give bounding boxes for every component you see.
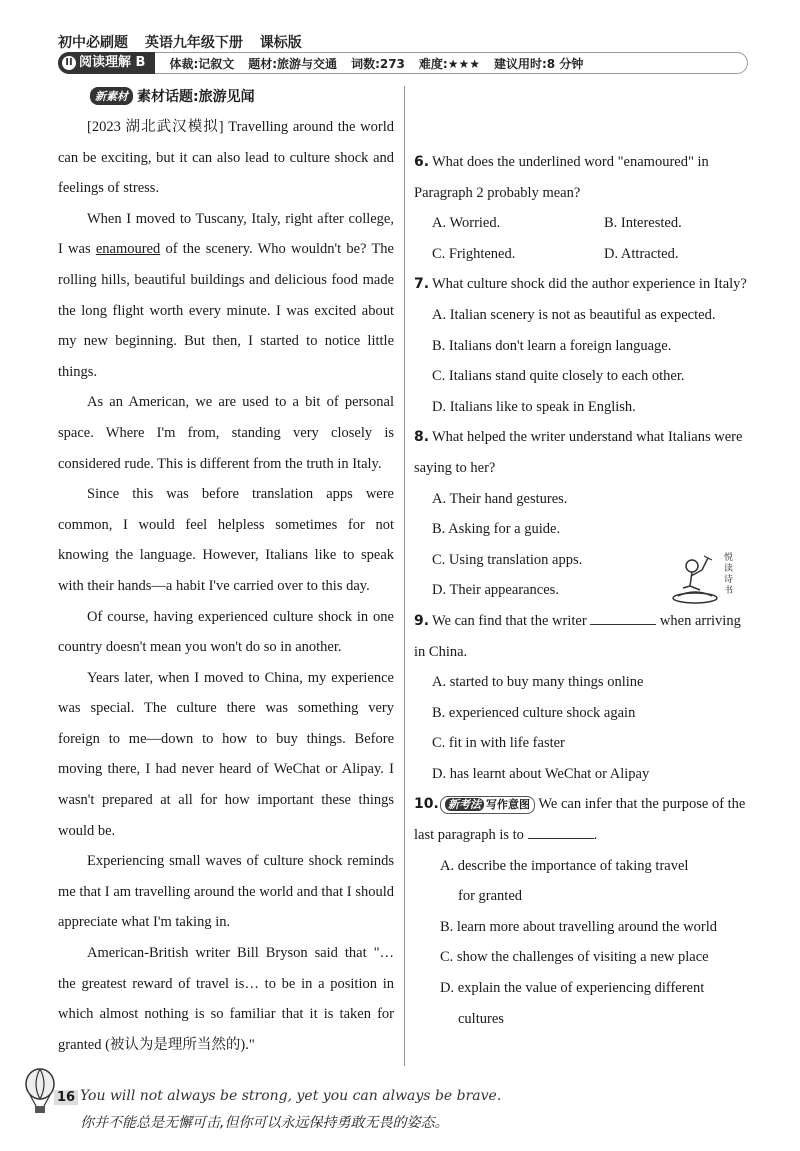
page-footer	[18, 1068, 778, 1138]
question-10	[414, 789, 754, 1034]
q10-option-d-line2: cultures	[458, 1010, 504, 1027]
difficulty-label: 难度:★★★	[418, 56, 480, 71]
q6-options-row-1	[414, 208, 754, 239]
q8-option-d[interactable]: D. Their appearances.	[432, 582, 559, 599]
passage-paragraph-6: Years later, when I moved to China, my experience was special. The culture there was something very foreign to me—down to how to buy things. Before moving there, I had never heard of WeChat or Alipay. I wasn't prepared at all for how important these things would be.	[58, 669, 394, 839]
genre-label: 体裁:记叙文	[169, 56, 235, 71]
q7-option-a[interactable]: A. Italian scenery is not as beautiful as expected.	[432, 306, 716, 323]
q6-number: 6.	[414, 154, 430, 170]
column-divider	[404, 86, 405, 1066]
q10-blank[interactable]	[528, 825, 594, 839]
q9-option-b[interactable]: B. experienced culture shock again	[432, 704, 636, 721]
edition-name: 课标版	[259, 35, 302, 51]
book-header	[58, 32, 314, 52]
q8-option-c[interactable]: C. Using translation apps.	[432, 551, 583, 568]
series-name: 初中必刷题	[58, 35, 128, 51]
q9-text-start: We can find that the writer	[432, 612, 587, 629]
section-label	[58, 52, 155, 74]
q10-option-d-line1: D. explain the value of experiencing different	[440, 980, 705, 997]
question-7	[414, 269, 754, 422]
q8-text: What helped the writer understand what Italians were saying to her?	[414, 429, 743, 476]
q6-options-row-2	[414, 239, 754, 270]
new-method-tag	[440, 796, 535, 814]
q6-option-d[interactable]: D. Attracted.	[604, 245, 679, 262]
passage-paragraph-4: Since this was before translation apps were common, I would feel helpless sometimes for not knowing the language. However, Italians like to speak with their hands—a habit I've carried over to this day.	[58, 486, 394, 594]
subject-name: 英语九年级下册	[144, 35, 243, 51]
q10-text-start: We can infer that the purpose of the last paragraph is to	[414, 796, 746, 844]
p2-start: When I moved to Tuscany, Italy, right after college, I was	[58, 210, 394, 258]
q10-option-d[interactable]	[414, 973, 754, 1004]
question-9	[414, 606, 754, 790]
q10-option-a-line1: A. describe the importance of taking travel	[440, 857, 689, 874]
q6-text: What does the underlined word "enamoured" in Paragraph 2 probably mean?	[414, 154, 709, 201]
section-info-bar	[58, 52, 748, 74]
q7-option-c[interactable]: C. Italians stand quite closely to each other.	[432, 368, 685, 385]
q9-number: 9.	[414, 612, 430, 629]
q10-option-c[interactable]: C. show the challenges of visiting a new place	[440, 949, 709, 966]
topic-text: 素材话题:旅游见闻	[137, 89, 255, 105]
word-count-label: 词数:273	[351, 56, 405, 71]
hot-air-balloon-icon	[22, 1068, 58, 1116]
new-method-badge: 新考法	[445, 798, 484, 811]
section-title: 阅读理解 B	[79, 55, 146, 70]
q10-number: 10.	[414, 796, 439, 813]
new-material-badge: 新素材	[90, 87, 133, 105]
passage-paragraph-8: American-British writer Bill Bryson said that "… the greatest reward of travel is… to be in a position in which almost nothing is so familiar that it is taken for granted (被认为是理所当然的)."	[58, 945, 394, 1053]
q9-option-c[interactable]: C. fit in with life faster	[432, 735, 565, 752]
q8-option-a[interactable]: A. Their hand gestures.	[432, 490, 568, 507]
time-label: 建议用时:8 分钟	[494, 56, 584, 71]
q8-option-b[interactable]: B. Asking for a guide.	[432, 521, 561, 538]
reading-figure-icon	[668, 552, 722, 606]
passage-overflow-spacer	[414, 86, 754, 147]
q8-number: 8.	[414, 429, 430, 446]
passage-paragraph-7: Experiencing small waves of culture shock reminds me that I am travelling around the world and that I should appreciate what I'm taking in.	[58, 853, 394, 931]
footer-quote-chinese: 你并不能总是无懈可击,但你可以永远保持勇敢无畏的姿态。	[80, 1115, 449, 1131]
q7-option-b[interactable]: B. Italians don't learn a foreign language.	[432, 337, 672, 354]
q6-option-b[interactable]: B. Interested.	[604, 215, 682, 232]
page-number: 16	[54, 1090, 78, 1105]
q9-text-end: when arriving in China.	[414, 612, 741, 660]
q7-number: 7.	[414, 276, 430, 293]
q6-option-c[interactable]: C. Frightened.	[432, 245, 516, 262]
p2-end: of the scenery. Who wouldn't be? The rolling hills, beautiful buildings and delicious food made the long flight worth every minute. I was excited about my new beginning. But then, I started to notice little things.	[58, 241, 394, 380]
section-number: II	[62, 56, 76, 70]
passage-paragraph-3: As an American, we are used to a bit of personal space. Where I'm from, standing very closely is considered rude. This is different from the truth in Italy.	[58, 394, 394, 472]
passage-column	[58, 86, 394, 1060]
topic-heading	[90, 86, 394, 106]
q9-option-a[interactable]: A. started to buy many things online	[432, 674, 644, 691]
passage-paragraph-5: Of course, having experienced culture shock in one country doesn't mean you won't do so in another.	[58, 608, 394, 656]
q6-option-a[interactable]: A. Worried.	[432, 215, 501, 232]
q9-option-d[interactable]: D. has learnt about WeChat or Alipay	[432, 765, 650, 782]
q7-text: What culture shock did the author experience in Italy?	[432, 276, 747, 293]
passage-paragraph-1: [2023 湖北武汉模拟] Travelling around the world can be exciting, but it can also lead to culture shock and feelings of stress.	[58, 119, 394, 197]
underlined-word: enamoured	[95, 241, 161, 258]
q7-option-d[interactable]: D. Italians like to speak in English.	[432, 398, 636, 415]
question-6	[414, 147, 754, 269]
q10-text-end: .	[593, 827, 598, 844]
theme-label: 题材:旅游与交通	[248, 56, 338, 71]
q10-option-a[interactable]	[414, 851, 754, 882]
passage-paragraph-2	[58, 204, 394, 388]
writing-intent-label: 写作意图	[486, 798, 530, 812]
section-meta	[169, 55, 583, 72]
q10-option-b[interactable]: B. learn more about travelling around the world	[440, 918, 718, 935]
q10-option-a-line2: for granted	[458, 888, 523, 905]
reading-side-text: 悦读诗书	[724, 553, 734, 596]
footer-quote-english: You will not always be strong, yet you can always be brave.	[80, 1088, 502, 1104]
q9-blank[interactable]	[590, 611, 656, 625]
